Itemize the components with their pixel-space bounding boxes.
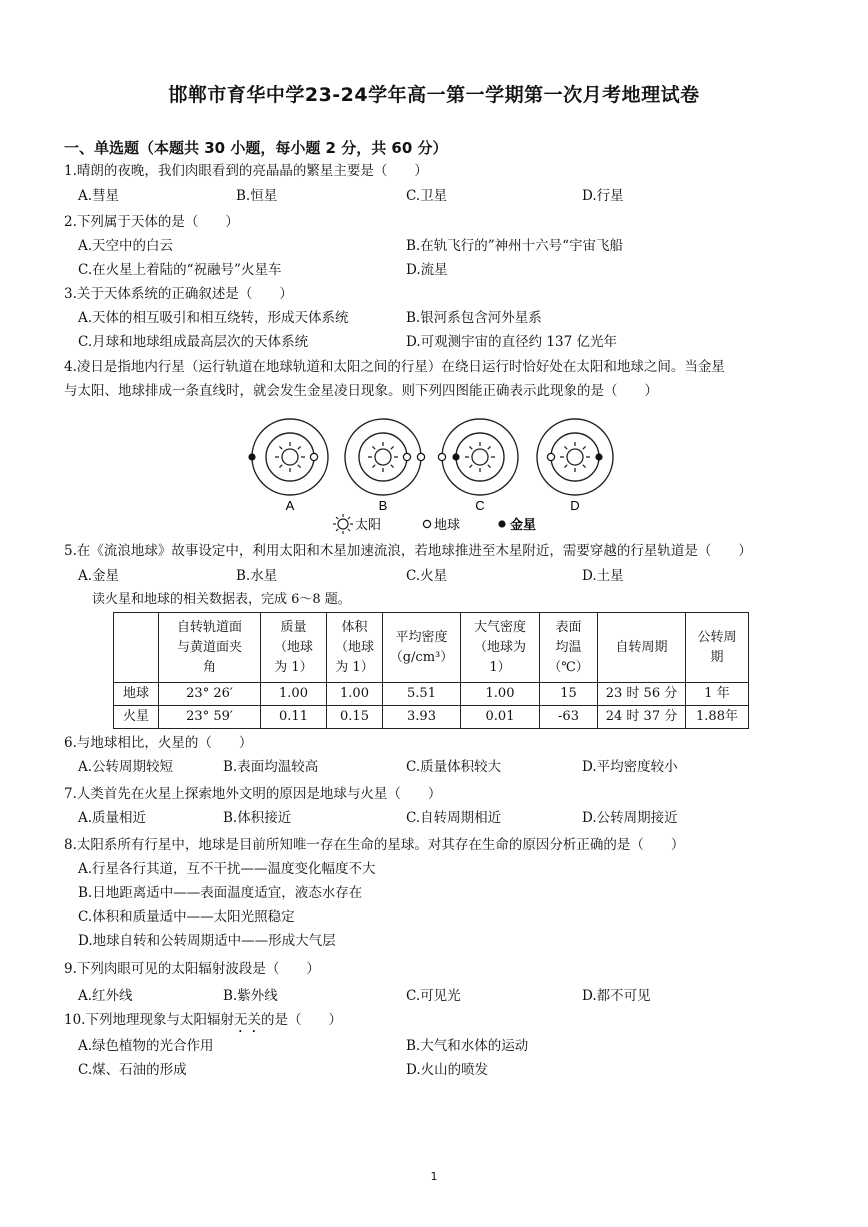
question-8-stem: 8.太阳系所有行星中，地球是目前所知唯一存在生命的星球。对其存在生命的原因分析正确的是（ ） xyxy=(64,837,685,853)
header-rotation-period xyxy=(598,613,686,683)
q10-option-b: B.大气和水体的运动 xyxy=(406,1038,529,1054)
q7-option-d: D.公转周期接近 xyxy=(582,810,678,826)
legend-venus: 金星 xyxy=(510,518,537,533)
q5-option-a: A.金星 xyxy=(78,568,120,584)
q10-emphasis: 无关 xyxy=(233,1012,261,1028)
header-surface-temp xyxy=(540,613,598,683)
diagram-label-d: D xyxy=(570,498,580,513)
header-atmosphere-density xyxy=(461,613,540,683)
venus-legend-icon xyxy=(498,520,505,527)
header-text: 为 1） xyxy=(274,659,313,675)
table-intro: 读火星和地球的相关数据表，完成 6～8 题。 xyxy=(92,592,351,607)
table-cell: 地球 xyxy=(114,683,159,706)
header-text: 大气密度 xyxy=(473,619,526,635)
q6-option-c: C.质量体积较大 xyxy=(406,759,502,775)
question-7-stem: 7.人类首先在火星上探索地外文明的原因是地球与火星（ ） xyxy=(64,786,442,802)
table-row xyxy=(114,706,749,729)
header-text: 1） xyxy=(489,659,511,675)
venus-dot xyxy=(248,453,255,460)
section-heading: 一、单选题（本题共 30 小题，每小题 2 分，共 60 分） xyxy=(64,139,448,157)
q8-option-d: D.地球自转和公转周期适中——形成大气层 xyxy=(78,933,336,949)
diagram-c xyxy=(438,419,518,495)
q9-option-b: B.紫外线 xyxy=(223,988,278,1004)
table-cell: 1.00 xyxy=(461,683,540,706)
table-cell: 1 年 xyxy=(686,683,749,706)
table-cell: 23° 26′ xyxy=(159,683,261,706)
question-4-stem-line2: 与太阳、地球排成一条直线时，就会发生金星凌日现象。则下列四图能正确表示此现象的是（ ） xyxy=(64,383,658,399)
q9-option-a: A.红外线 xyxy=(78,988,133,1004)
earth-dot xyxy=(547,453,554,460)
earth-dot xyxy=(403,453,410,460)
question-6-stem: 6.与地球相比，火星的（ ） xyxy=(64,735,253,751)
table-cell: 0.11 xyxy=(261,706,327,729)
q2-option-b: B.在轨飞行的”神州十六号“宇宙飞船 xyxy=(406,238,624,254)
header-text: 表面 xyxy=(555,619,582,635)
header-text: 自转轨道面 xyxy=(176,619,242,635)
q8-option-a: A.行星各行其道，互不干扰——温度变化幅度不大 xyxy=(78,861,376,877)
table-cell: 1.00 xyxy=(327,683,383,706)
header-text: 期 xyxy=(710,649,724,665)
q1-option-d: D.行星 xyxy=(582,188,624,204)
venus-dot xyxy=(452,453,459,460)
table-cell: 24 时 37 分 xyxy=(598,706,686,729)
header-text: （地球 xyxy=(334,639,374,655)
q2-option-d: D.流星 xyxy=(406,262,448,278)
diagram-d xyxy=(537,419,613,495)
header-text: 角 xyxy=(202,659,216,675)
q3-option-c: C.月球和地球组成最高层次的天体系统 xyxy=(78,334,309,350)
q2-option-c: C.在火星上着陆的“祝融号”火星车 xyxy=(78,262,282,278)
q2-option-a: A.天空中的白云 xyxy=(78,238,174,254)
table-cell: 0.15 xyxy=(327,706,383,729)
header-text: 平均密度 xyxy=(395,629,448,645)
q8-option-c: C.体积和质量适中——太阳光照稳定 xyxy=(78,909,295,925)
q10-stem-post: 的是（ ） xyxy=(260,1012,342,1028)
header-text: 均温 xyxy=(555,639,582,655)
q9-option-d: D.都不可见 xyxy=(582,988,651,1004)
q6-option-a: A.公转周期较短 xyxy=(78,759,174,775)
legend-sun: 太阳 xyxy=(355,518,382,533)
q10-option-c: C.煤、石油的形成 xyxy=(78,1062,187,1078)
venus-transit-diagram xyxy=(240,412,630,538)
q7-option-c: C.自转周期相近 xyxy=(406,810,502,826)
q10-stem-pre: 10.下列地理现象与太阳辐射 xyxy=(64,1012,234,1028)
diagram-label-c: C xyxy=(475,498,485,513)
header-text: 与黄道面夹 xyxy=(176,639,242,655)
header-axial-tilt xyxy=(159,613,261,683)
q5-option-d: D.土星 xyxy=(582,568,624,584)
mars-earth-data-table xyxy=(113,612,749,729)
q3-option-b: B.银河系包含河外星系 xyxy=(406,310,542,326)
earth-dot xyxy=(310,453,317,460)
earth-dot xyxy=(438,453,445,460)
table-header-row xyxy=(114,613,749,683)
header-text: （℃） xyxy=(548,659,589,675)
legend-earth: 地球 xyxy=(434,518,461,533)
q6-option-b: B.表面均温较高 xyxy=(223,759,319,775)
q6-option-d: D.平均密度较小 xyxy=(582,759,678,775)
header-text: （地球 xyxy=(273,639,313,655)
header-text: 公转周 xyxy=(697,629,737,645)
table-cell: 15 xyxy=(540,683,598,706)
earth-legend-icon xyxy=(423,520,430,527)
diagram-b xyxy=(345,419,425,495)
q1-option-b: B.恒星 xyxy=(236,188,278,204)
question-3-stem: 3.关于天体系统的正确叙述是（ ） xyxy=(64,286,293,302)
table-cell: -63 xyxy=(540,706,598,729)
header-text: 为 1） xyxy=(335,659,374,675)
table-cell: 5.51 xyxy=(383,683,461,706)
venus-dot xyxy=(595,453,602,460)
q3-option-a: A.天体的相互吸引和相互绕转，形成天体系统 xyxy=(78,310,349,326)
question-10-stem xyxy=(64,1011,342,1036)
q10-option-a: A.绿色植物的光合作用 xyxy=(78,1038,214,1054)
header-density xyxy=(383,613,461,683)
header-text: （地球为 xyxy=(473,639,526,655)
question-4-stem-line1: 4.凌日是指地内行星（运行轨道在地球轨道和太阳之间的行星）在绕日运行时恰好处在太阳和地球之间。当金星 xyxy=(64,359,725,375)
earth-dot xyxy=(417,453,424,460)
q7-option-b: B.体积接近 xyxy=(223,810,292,826)
q9-option-c: C.可见光 xyxy=(406,988,461,1004)
table-cell: 23 时 56 分 xyxy=(598,683,686,706)
header-text: 自转周期 xyxy=(615,639,668,655)
table-cell: 3.93 xyxy=(383,706,461,729)
sun-legend-icon xyxy=(333,514,353,534)
table-cell: 23° 59′ xyxy=(159,706,261,729)
exam-title: 邯郸市育华中学23-24学年高一第一学期第一次月考地理试卷 xyxy=(168,84,700,106)
question-5-stem: 5.在《流浪地球》故事设定中，利用太阳和木星加速流浪，若地球推进至木星附近，需要穿越的行星轨道是（ ） xyxy=(64,543,752,559)
q8-option-b: B.日地距离适中——表面温度适宜，液态水存在 xyxy=(78,885,363,901)
q3-option-d: D.可观测宇宙的直径约 137 亿光年 xyxy=(406,334,617,350)
table-cell: 0.01 xyxy=(461,706,540,729)
diagram-a xyxy=(248,419,328,495)
header-revolution-period xyxy=(686,613,749,683)
header-empty xyxy=(114,613,159,683)
header-volume xyxy=(327,613,383,683)
table-row xyxy=(114,683,749,706)
table-cell: 1.88年 xyxy=(686,706,749,729)
diagram-label-b: B xyxy=(378,498,388,513)
q7-option-a: A.质量相近 xyxy=(78,810,147,826)
q1-option-a: A.彗星 xyxy=(78,188,120,204)
q5-option-c: C.火星 xyxy=(406,568,448,584)
question-1-stem: 1.晴朗的夜晚，我们肉眼看到的亮晶晶的繁星主要是（ ） xyxy=(64,163,428,179)
header-text: （g/cm³） xyxy=(389,649,454,665)
page-number: 1 xyxy=(430,1170,438,1183)
q5-option-b: B.水星 xyxy=(236,568,278,584)
header-text: 质量 xyxy=(280,619,307,635)
question-9-stem: 9.下列肉眼可见的太阳辐射波段是（ ） xyxy=(64,961,320,977)
q10-option-d: D.火山的喷发 xyxy=(406,1062,489,1078)
header-text: 体积 xyxy=(341,619,368,635)
table-cell: 火星 xyxy=(114,706,159,729)
question-2-stem: 2.下列属于天体的是（ ） xyxy=(64,214,239,230)
diagram-label-a: A xyxy=(285,498,295,513)
header-mass xyxy=(261,613,327,683)
table-cell: 1.00 xyxy=(261,683,327,706)
q1-option-c: C.卫星 xyxy=(406,188,448,204)
